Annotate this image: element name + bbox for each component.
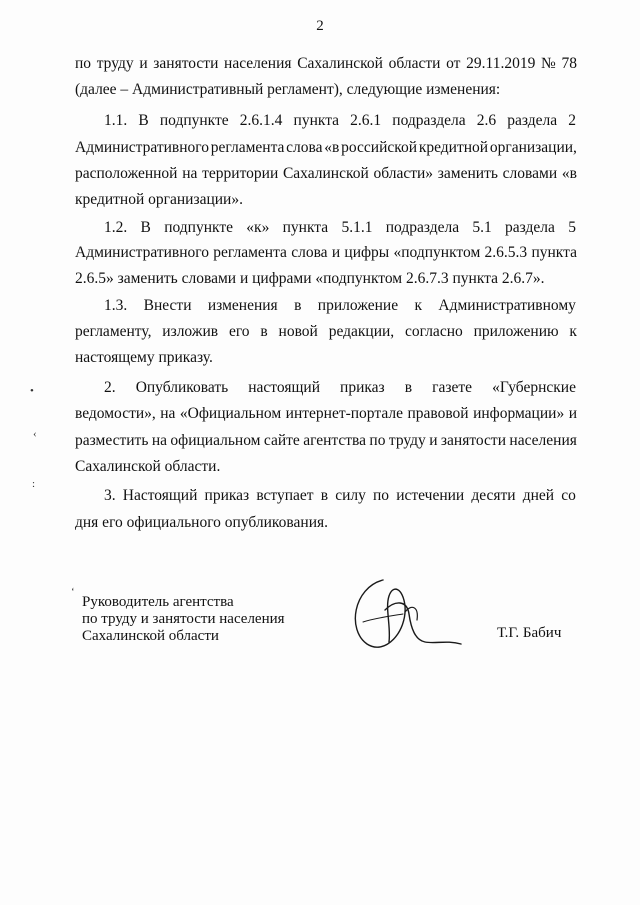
- word: №: [541, 55, 556, 72]
- word: Административного: [75, 139, 209, 156]
- word: Административному: [438, 297, 576, 314]
- word: российской: [341, 139, 418, 156]
- word: 5.1: [472, 219, 492, 236]
- word: труду: [96, 55, 134, 72]
- word: приказ: [204, 487, 250, 504]
- word: организации,: [489, 139, 577, 156]
- word: новой: [278, 323, 318, 340]
- word: пункта: [282, 219, 329, 236]
- word: по: [369, 432, 386, 449]
- word: Внести: [143, 297, 192, 314]
- text-line: [75, 433, 577, 449]
- word: пункта: [531, 244, 577, 261]
- word: слова: [291, 244, 328, 261]
- word: регламента: [210, 139, 285, 156]
- word: приказ: [340, 379, 385, 396]
- word: «в: [561, 165, 577, 182]
- word: в: [320, 487, 329, 504]
- signatory-position-line: Сахалинской области: [82, 628, 219, 644]
- word: области: [388, 55, 441, 72]
- word: 5.1.1: [341, 219, 373, 236]
- word: В: [138, 112, 149, 129]
- word: подраздела: [392, 112, 466, 129]
- handwritten-signature: [345, 570, 465, 660]
- word: 1.1.: [104, 112, 128, 129]
- signatory-name: Т.Г. Бабич: [497, 625, 562, 641]
- word: регламента: [213, 244, 287, 261]
- word: 3.: [104, 487, 116, 504]
- page-number: 2: [316, 18, 324, 34]
- text-line: [75, 140, 577, 156]
- word: редакции,: [328, 323, 395, 340]
- word: Сахалинской: [297, 55, 383, 72]
- word: в: [294, 297, 302, 314]
- word: агентства: [303, 432, 367, 449]
- word: в: [260, 323, 268, 340]
- word: В: [140, 219, 151, 236]
- word: и: [331, 244, 341, 261]
- word: труду: [388, 432, 426, 449]
- word: вступает: [256, 487, 314, 504]
- word: его: [228, 323, 250, 340]
- word: подпункте: [164, 219, 233, 236]
- word: «Официальном: [179, 405, 282, 422]
- text-line: кредитной организации».: [75, 191, 243, 208]
- word: правовой: [407, 405, 469, 422]
- text-line: [104, 380, 576, 396]
- word: подраздела: [385, 219, 460, 236]
- word: Административного: [75, 244, 209, 261]
- word: словами: [502, 165, 558, 182]
- word: цифры: [344, 244, 390, 261]
- word: 78: [561, 55, 577, 72]
- text-line: [104, 298, 576, 314]
- margin-mark: ‘: [71, 586, 75, 598]
- word: и: [139, 55, 148, 72]
- signatory-position-line: по труду и занятости населения: [82, 611, 285, 627]
- text-line: [75, 324, 577, 340]
- word: по: [373, 487, 390, 504]
- word: на: [182, 165, 198, 182]
- word: слова: [286, 139, 323, 156]
- word: «в: [324, 139, 340, 156]
- word: со: [561, 487, 576, 504]
- word: регламенту,: [75, 323, 152, 340]
- word: территории: [202, 165, 279, 182]
- word: 2: [568, 112, 576, 129]
- word: информации»: [473, 405, 565, 422]
- text-line: [75, 406, 577, 422]
- word: приложению: [473, 323, 559, 340]
- text-line: Сахалинской области.: [75, 458, 221, 475]
- word: 2.6: [476, 112, 497, 129]
- word: настоящий: [248, 379, 320, 396]
- word: раздела: [507, 112, 558, 129]
- word: кредитной: [418, 139, 489, 156]
- word: «подпунктом: [393, 244, 481, 261]
- word: согласно: [405, 323, 463, 340]
- word: по: [75, 55, 92, 72]
- text-line: [75, 56, 577, 72]
- text-line: [104, 113, 576, 129]
- word: изменения: [207, 297, 278, 314]
- word: сайте: [263, 432, 300, 449]
- word: к: [414, 297, 422, 314]
- word: 2.6.5.3: [484, 244, 528, 261]
- word: населения: [224, 55, 292, 72]
- margin-mark: •: [30, 385, 34, 397]
- word: ведомости»,: [75, 405, 156, 422]
- word: приложение: [317, 297, 399, 314]
- word: заменить: [437, 165, 498, 182]
- word: в: [404, 379, 413, 396]
- word: изложив: [162, 323, 219, 340]
- word: раздела: [505, 219, 555, 236]
- word: 2.: [104, 379, 116, 396]
- word: официальном: [170, 432, 261, 449]
- word: населения: [509, 432, 577, 449]
- text-line: [75, 166, 577, 182]
- word: 5: [568, 219, 576, 236]
- word: Опубликовать: [135, 379, 229, 396]
- text-line: [104, 220, 576, 236]
- word: 2.6.1.4: [239, 112, 283, 129]
- word: Сахалинской: [282, 165, 369, 182]
- word: занятости: [153, 55, 219, 72]
- margin-mark: ‹: [33, 428, 37, 440]
- word: «к»: [246, 219, 270, 236]
- word: истечении: [396, 487, 465, 504]
- word: и: [429, 432, 438, 449]
- word: подпункте: [159, 112, 229, 129]
- word: 1.2.: [104, 219, 128, 236]
- word: на: [151, 432, 167, 449]
- text-line: дня его официального опубликования.: [75, 514, 329, 531]
- text-line: (далее – Административный регламент), следующие изменения:: [75, 81, 501, 98]
- word: на: [160, 405, 176, 422]
- word: от: [446, 55, 461, 72]
- word: разместить: [75, 432, 149, 449]
- word: силу: [335, 487, 366, 504]
- word: интернет-портале: [285, 405, 403, 422]
- word: дней: [522, 487, 555, 504]
- word: Настоящий: [122, 487, 198, 504]
- text-line: настоящему приказу.: [75, 349, 213, 366]
- margin-mark: :: [32, 478, 36, 490]
- word: занятости: [440, 432, 506, 449]
- signatory-position: [82, 594, 285, 645]
- word: 2.6.1: [350, 112, 382, 129]
- word: 1.3.: [104, 297, 128, 314]
- text-line: 2.6.5» заменить словами и цифрами «подпунктом 2.6.7.3 пункта 2.6.7».: [75, 270, 545, 287]
- signatory-position-line: Руководитель агентства: [82, 594, 234, 610]
- text-line: [75, 245, 577, 261]
- word: газете: [432, 379, 473, 396]
- word: и: [568, 405, 577, 422]
- word: 29.11.2019: [466, 55, 536, 72]
- word: области»: [373, 165, 434, 182]
- word: десяти: [471, 487, 516, 504]
- word: к: [569, 323, 577, 340]
- text-line: [104, 488, 576, 504]
- word: пункта: [293, 112, 340, 129]
- word: расположенной: [75, 165, 178, 182]
- word: «Губернские: [492, 379, 576, 396]
